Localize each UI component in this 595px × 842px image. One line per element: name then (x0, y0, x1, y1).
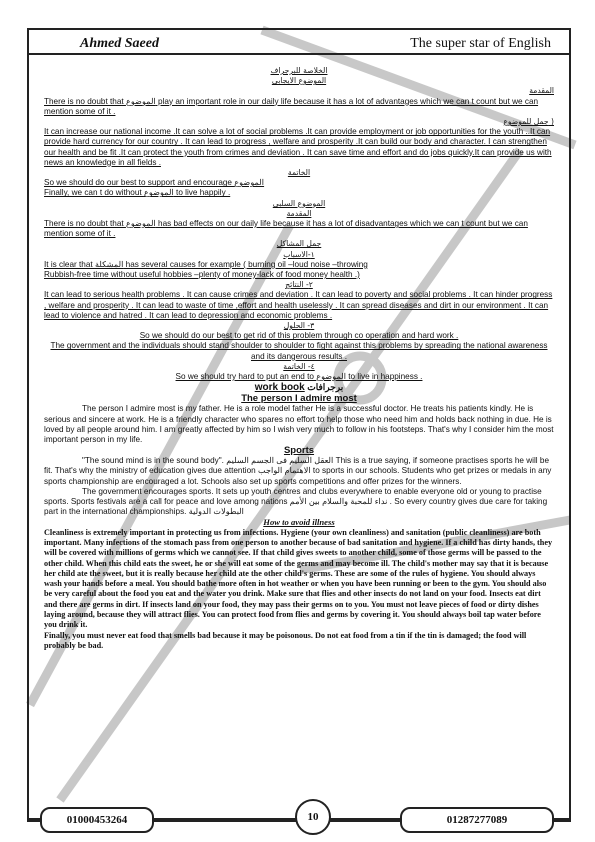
conclusion-heading: الخاتمة (287, 168, 311, 178)
page-content (44, 66, 554, 651)
illness-final: Finally, you must never eat food that smells bad because it may be poisonous. Do not eat food from a tin if the tin is damaged; the food will probably be bad. (44, 630, 527, 650)
causes-heading: ١-الاسباب (283, 249, 315, 259)
positive-topic-heading: الموضوع الايجابى (271, 76, 327, 86)
conclusion-line-1: So we should do our best to support and encourage الموضوع (44, 178, 265, 188)
workbook-label-en: work book (254, 382, 305, 394)
admire-text: The person I admire most is my father. He is a role model father He is a successful doctor. He treats his patients kindly. He is serious and sincere at work. He is a friendly character who spares no effort to help those who need him and holds back nothing in due. He is loved by all people around him. I am greatly affected by him so I wish very much to follow in his footsteps. That's why I consider him the most important person in my life. (44, 404, 554, 444)
phone-left: 01000453264 (40, 807, 154, 833)
intro-text: There is no doubt that الموضوع play an important role in our daily life because it has a lot of advantages which we can t count but we can mention some of it . (44, 96, 539, 116)
phone-right: 01287277089 (400, 807, 554, 833)
admire-title: The person I admire most (241, 393, 357, 405)
workbook-heading (44, 382, 554, 393)
problems-heading: جمل المشاكل (276, 239, 322, 249)
conclusion-line-2: Finally, we can t do without الموضوع to live happily . (44, 188, 231, 198)
end-heading: ٤- الخاتمة (283, 361, 315, 371)
header-divider (27, 53, 571, 55)
results-text: It can lead to serious health problems . It can cause crimes and deviation . It can lead to poverty and social problems . It can hinder progress , welfare and prosperity . It can lead to waste of time ,effort and health uselessly . It can spread diseases and dirt in our environment . It can lead to violence and hatred . It can lead to depression and economic problems . (44, 290, 553, 320)
solutions-line-2: The government and the individuals should stand shoulder to shoulder to fight against this problems by spreading the national awareness and its dangerous results . (50, 341, 548, 361)
illness-title: How to avoid illness (263, 517, 335, 528)
summary-title: الخلاصة للبرجراف (270, 66, 328, 75)
causes-line-2: Rubbish-free time without useful hobbies –plenty of money-lack of food money health .) (44, 270, 360, 280)
sports-title: Sports (283, 445, 315, 457)
author-name: Ahmed Saeed (80, 36, 159, 51)
intro2-heading: المقدمة (286, 208, 312, 218)
negative-topic-heading: الموضوع السلبى (272, 198, 326, 208)
sports-text-2: The government encourages sports. It sets up youth centres and clubs everywhere to enable everyone old or young to practise sports. Sports festivals are a call for peace and love among nations نداء للمحبة والسلام بين الأمم . So every country gives due care for taking part in the international championships. البطولات الدولية (44, 486, 548, 517)
illness-text: Cleanliness is extremely important in protecting us from infections. Hygiene (your own cleanliness) and sanitation (public cleanliness) are both important. Many infections of the stomach pass from one person to another because of bad sanitation and hygiene. If a child has dirty hands, they will be covered with millions of germs which we cannot see. If that child gives sweets to another child, some of those germs will be passed to the other child. When this child eats the sweet, he or she will eat some of the germs and may become ill. The child's mother may say that it is because her child ate the sweet, but it is really because her child ate the other child's germs. These are some of the rules of hygiene. You should always wash your hands before a meal. You should bathe more often in hot weather or when you have been running or been to the gym. You should also be very careful about the food you eat and the water you drink. Make sure that flies and other insects do not land on your food. Insects eat dirt and there are germs in dirt. If insects land on your food, they may pass their germs on to you. You must not leave pieces of food or dirty dishes laying around, because they will attract flies. You can protect food from flies and germs by covering it. You should always boil tap water before you drink it. (44, 527, 553, 630)
page-number: 10 (295, 799, 331, 835)
page-subtitle: The super star of English (410, 36, 551, 51)
workbook-label-ar: برجرافات (307, 382, 344, 393)
solutions-line-1: So we should do our best to get rid of this problem through co operation and hard work . (139, 331, 459, 341)
end-line: So we should try hard to put an end to الموضوع to live in happiness . (175, 372, 423, 382)
results-heading: ٢- النتائج (285, 280, 313, 290)
causes-line-1: It is clear that المشكلة has several causes for example ( burning oil –loud noise –throwing (44, 259, 368, 269)
body-heading: جمل للموضوع ) (503, 117, 554, 127)
intro2-text: There is no doubt that الموضوع has bad effects on our daily life because it has a lot of disadvantages which we can t count but we can mention some of it . (44, 219, 528, 239)
sports-text-1: "The sound mind is in the sound body". العقل السليم فى الجسم السليم This is a true saying, if someone practises sports he will be fit. That's why the ministry of education gives due attention الاهتمام الواجب to sports in our schools. Students who get prizes or medals in any sports championship are encouraged a lot. Schools also set up sports competitions and offer prizes for the winners. (44, 456, 552, 486)
body-text: It can increase our national income .It can solve a lot of social problems .It can provide employment or job opportunities for the youth ..It can provide hard currency for our country . It can lead to progress , welfare and prosperity .It can build our body and character. I can strengthen our health and be fit .It can protect the youth from crimes and deviation . It can save time and effort and do jobs quickly.It can provide us with news an knowledge in all fields . (44, 127, 552, 167)
solutions-heading: ٣- الحلول (283, 321, 315, 331)
intro-heading: المقدمة (529, 86, 554, 96)
